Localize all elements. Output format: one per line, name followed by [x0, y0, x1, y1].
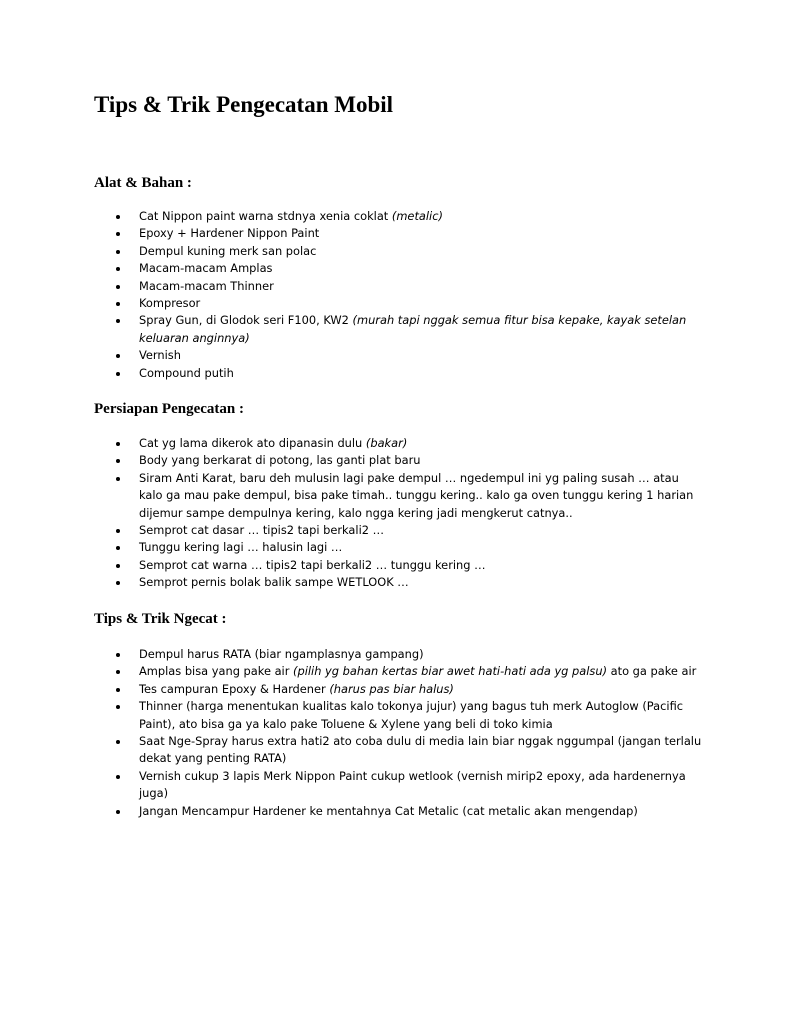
- list-item-text: Tunggu kering lagi … halusin lagi …: [139, 540, 343, 555]
- list-item-text: Saat Nge-Spray harus extra hati2 ato coba dulu di media lain biar nggak nggumpal (jangan terlalu dekat yang penting RATA): [139, 734, 702, 766]
- list-item: [114, 365, 704, 382]
- list-item: [114, 347, 704, 364]
- list-item-text: Macam-macam Amplas: [139, 261, 273, 276]
- list-item-text: Compound putih: [139, 365, 234, 380]
- list-item: [114, 768, 704, 803]
- list-item: [114, 295, 704, 312]
- list-item-text: Thinner (harga menentukan kualitas kalo tokonya jujur) yang bagus tuh merk Autoglow (Pacific Paint), ato bisa ga ya kalo pake Toluene & Xylene yang beli di toko kimia: [139, 699, 684, 731]
- list-item-text: Semprot cat warna … tipis2 tapi berkali2 … tunggu kering …: [139, 557, 486, 572]
- list-item: [114, 312, 704, 347]
- list-item-text: Kompresor: [139, 296, 201, 311]
- list-item-text: Semprot cat dasar … tipis2 tapi berkali2 …: [139, 523, 384, 538]
- list-item-text: Dempul harus RATA (biar ngamplasnya gampang): [139, 647, 424, 661]
- list-item-text: Macam-macam Thinner: [139, 278, 274, 293]
- list-item: [114, 260, 704, 277]
- list-item-text: Spray Gun, di Glodok seri F100, KW2: [139, 313, 353, 328]
- list-item-text: Jangan Mencampur Hardener ke mentahnya Cat Metalic (cat metalic akan mengendap): [139, 803, 638, 818]
- list-item: [114, 698, 704, 733]
- list-item: [114, 243, 704, 260]
- section-heading-tips-trik: Tips & Trik Ngecat :: [94, 611, 227, 627]
- list-item: [114, 646, 704, 663]
- list-item-note: (murah tapi nggak semua fitur bisa kepake, kayak setelan keluaran anginnya): [139, 313, 687, 345]
- list-item: [114, 803, 704, 820]
- section-heading-persiapan: Persiapan Pengecatan :: [94, 401, 244, 417]
- list-item: [114, 435, 704, 452]
- list-alat-bahan: [114, 208, 704, 382]
- list-persiapan: [114, 435, 704, 592]
- list-item-text: Body yang berkarat di potong, las ganti plat baru: [139, 453, 421, 468]
- list-item-text: Cat yg lama dikerok ato dipanasin dulu: [139, 436, 366, 450]
- list-item-text: Vernish cukup 3 lapis Merk Nippon Paint cukup wetlook (vernish mirip2 epoxy, ada hardenernya juga): [139, 768, 686, 801]
- list-item: [114, 681, 704, 698]
- list-item-text: Amplas bisa yang pake air: [139, 664, 294, 679]
- list-item-text: Siram Anti Karat, baru deh mulusin lagi pake dempul … ngedempul ini yg paling susah … atau kalo ga mau pake dempul, bisa pake timah.. tunggu kering.. kalo ga oven tunggu kering 1 harian dijemur sampe dempulnya kering, kalo ngga kering jadi mengkerut catnya..: [139, 470, 694, 520]
- list-item: [114, 663, 704, 680]
- list-item: [114, 539, 704, 556]
- list-item-note: (pilih yg bahan kertas biar awet hati-hati ada yg palsu): [293, 664, 608, 679]
- list-item: [114, 574, 704, 591]
- list-item: [114, 470, 704, 522]
- list-item: [114, 225, 704, 242]
- list-item-note: (harus pas biar halus): [329, 681, 454, 696]
- list-item: [114, 557, 704, 574]
- list-item: [114, 452, 704, 469]
- section-heading-alat-bahan: Alat & Bahan :: [94, 175, 192, 191]
- list-item: [114, 208, 704, 225]
- list-item: [114, 522, 704, 539]
- list-item-text-after: ato ga pake air: [607, 664, 697, 679]
- list-item-note: (bakar): [365, 436, 408, 450]
- list-item-text: Vernish: [139, 348, 181, 363]
- list-item-text: Cat Nippon paint warna stdnya xenia coklat: [139, 209, 392, 223]
- list-item: [114, 278, 704, 295]
- list-item-note: (metalic): [391, 209, 443, 223]
- page-title: Tips & Trik Pengecatan Mobil: [94, 92, 394, 117]
- list-tips-trik: [114, 646, 704, 820]
- list-item-text: Semprot pernis bolak balik sampe WETLOOK …: [139, 575, 409, 590]
- list-item-text: Dempul kuning merk san polac: [139, 243, 317, 258]
- list-item-text: Tes campuran Epoxy & Hardener: [139, 681, 330, 696]
- list-item-text: Epoxy + Hardener Nippon Paint: [139, 226, 320, 241]
- list-item: [114, 733, 704, 768]
